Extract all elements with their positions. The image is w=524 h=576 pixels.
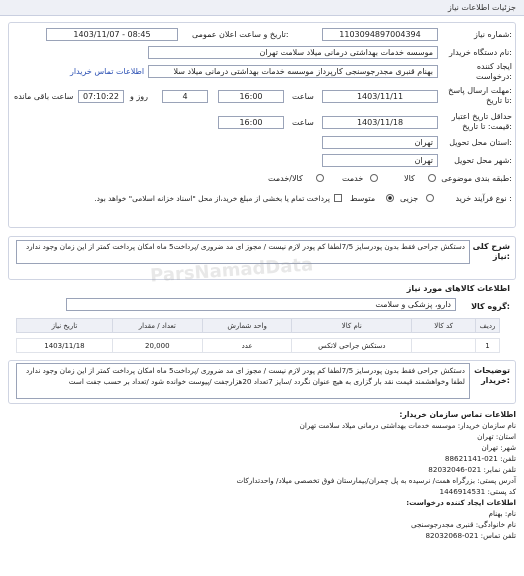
summary-text: دستکش جراحی فقط بدون پودرسایز 7/5لطفا کم پودر لازم نیست / مجوز ای مد ضروری /پرداخت5 ماه امکان پرداخت کمتر از این زمان وجود ندارد [16,240,470,264]
buyer-label: نام دستگاه خریدار: [448,48,512,57]
announce-field: 1403/11/07 - 08:45 [46,28,178,41]
province-field: تهران [322,136,438,149]
contact-line: استان: تهران [477,432,516,441]
process-medium-radio[interactable] [386,194,394,202]
payment-note: پرداخت تمام یا بخشی از مبلغ خرید،از محل "اسناد خزانه اسلامی" خواهد بود. [94,194,330,203]
category-both-label: کالا/خدمت [268,174,303,183]
creator-label: ایجاد کننده [476,62,512,71]
city-field: تهران [322,154,438,167]
contact-line: تلفن نمابر: 021-82032046 [428,465,516,474]
row-index: 1 [476,339,500,353]
col-date: تاریخ نیاز [17,319,113,333]
deadline-date-field: 1403/11/11 [322,90,438,103]
deadline-label-2: تا تاریخ: [486,96,512,105]
table-row[interactable] [17,339,500,353]
category-goods-radio[interactable] [428,174,436,182]
buyer-contact-link[interactable]: اطلاعات تماس خریدار [70,67,145,76]
remaining-time-field: 07:10:22 [78,90,124,103]
contact-line: نام خانوادگی: قنبری مجدرجوسنجی [411,520,516,529]
category-service-label: خدمت [342,174,364,183]
validity-time-field: 16:00 [218,116,284,129]
contact-title: اطلاعات تماس سازمان خریدار: [399,410,516,419]
validity-label-2: قیمت: تا تاریخ: [462,122,512,131]
validity-date-field: 1403/11/18 [322,116,438,129]
contact-line: نام: بهنام [488,509,516,518]
category-both-radio[interactable] [316,174,324,182]
page-title: جزئیات اطلاعات نیاز [447,3,516,12]
days-field: 4 [162,90,208,103]
need-number-label: شماره نیاز: [473,30,512,39]
row-qty: 20,000 [112,339,202,353]
col-name: نام کالا [292,319,412,333]
validity-time-label: ساعت [292,118,314,127]
announce-label: تاریخ و ساعت اعلان عمومی: [192,30,289,39]
watermark: ParsNamadData [149,254,314,287]
contact-line: آدرس پستی: بزرگراه همت/ نرسیده به پل چمران/بیمارستان فوق تخصصی میلاد/ واحدتدارکات [236,476,516,485]
contact-line: تلفن: 021-88621141 [444,454,516,463]
process-partial-label: جزیی [400,194,419,203]
buyer-notes-label: توضیحات [474,366,510,375]
category-goods-label: کالا [404,174,415,183]
goods-table [16,318,500,353]
process-partial-radio[interactable] [426,194,434,202]
page-header [0,0,524,16]
contact-line: اطلاعات ایجاد کننده درخواست: [406,498,516,507]
deadline-label: مهلت ارسال پاسخ: [448,86,512,95]
treasury-payment-checkbox[interactable] [334,194,342,202]
col-unit: واحد شمارش [202,319,292,333]
contact-line: تلفن تماس: 021-82032068 [425,531,516,540]
need-number-field: 1103094897004394 [322,28,438,41]
creator-label-2: درخواست: [476,72,512,81]
col-qty: تعداد / مقدار [112,319,202,333]
creator-field: بهنام قنبری مجدرجوسنجی کارپرداز موسسه خدمات بهداشتی درمانی میلاد سلا [148,65,438,78]
remaining-label: ساعت باقی مانده [14,92,74,101]
goods-title: اطلاعات کالاهای مورد نیاز [406,284,510,293]
summary-label: شرح کلی [472,242,510,251]
contact-line: نام سازمان خریدار: موسسه خدمات بهداشتی درمانی میلاد سلامت تهران [299,421,516,430]
row-name: دستکش جراحی لاتکس [292,339,412,353]
category-label: طبقه بندی موضوعی: [441,174,512,183]
col-index: ردیف [476,319,500,333]
contact-line: کد پستی: 1446914531 [439,487,516,496]
goods-group-field: دارو، پزشکی و سلامت [66,298,456,311]
days-label: روز و [130,92,148,101]
contact-line: شهر: تهران [481,443,516,452]
col-code: کد کالا [412,319,476,333]
row-unit: عدد [202,339,292,353]
category-service-radio[interactable] [370,174,378,182]
province-label: استان محل تحویل: [449,138,512,147]
buyer-notes-label-2: خریدار: [481,376,510,385]
city-label: شهر محل تحویل: [454,156,512,165]
row-date: 1403/11/18 [17,339,113,353]
deadline-time-label: ساعت [292,92,314,101]
goods-group-label: گروه کالا: [471,302,510,311]
process-medium-label: متوسط [350,194,376,203]
summary-label-2: نیاز: [492,252,510,261]
row-code [412,339,476,353]
validity-label: حداقل تاریخ اعتبار [451,112,512,121]
buyer-field: موسسه خدمات بهداشتی درمانی میلاد سلامت تهران [148,46,438,59]
process-label: نوع فرآیند خرید : [455,194,512,203]
buyer-notes-text: دستکش جراحی فقط بدون پودرسایز 7/5لطفا کم پودر لازم نیست / مجوز ای مد ضروری /پرداخت5 ماه امکان پرداخت کمتر از این زمان وجود ندارد لطفا وخواهشمند قیمت نقد بار گزاری به هیچ عنوان نگردد /سایز 7تعداد 20هزارجفت /پیوست خوانده شود /تعداد بر حسب جفت است [16,363,470,399]
goods-table-header [17,319,500,333]
deadline-time-field: 16:00 [218,90,284,103]
